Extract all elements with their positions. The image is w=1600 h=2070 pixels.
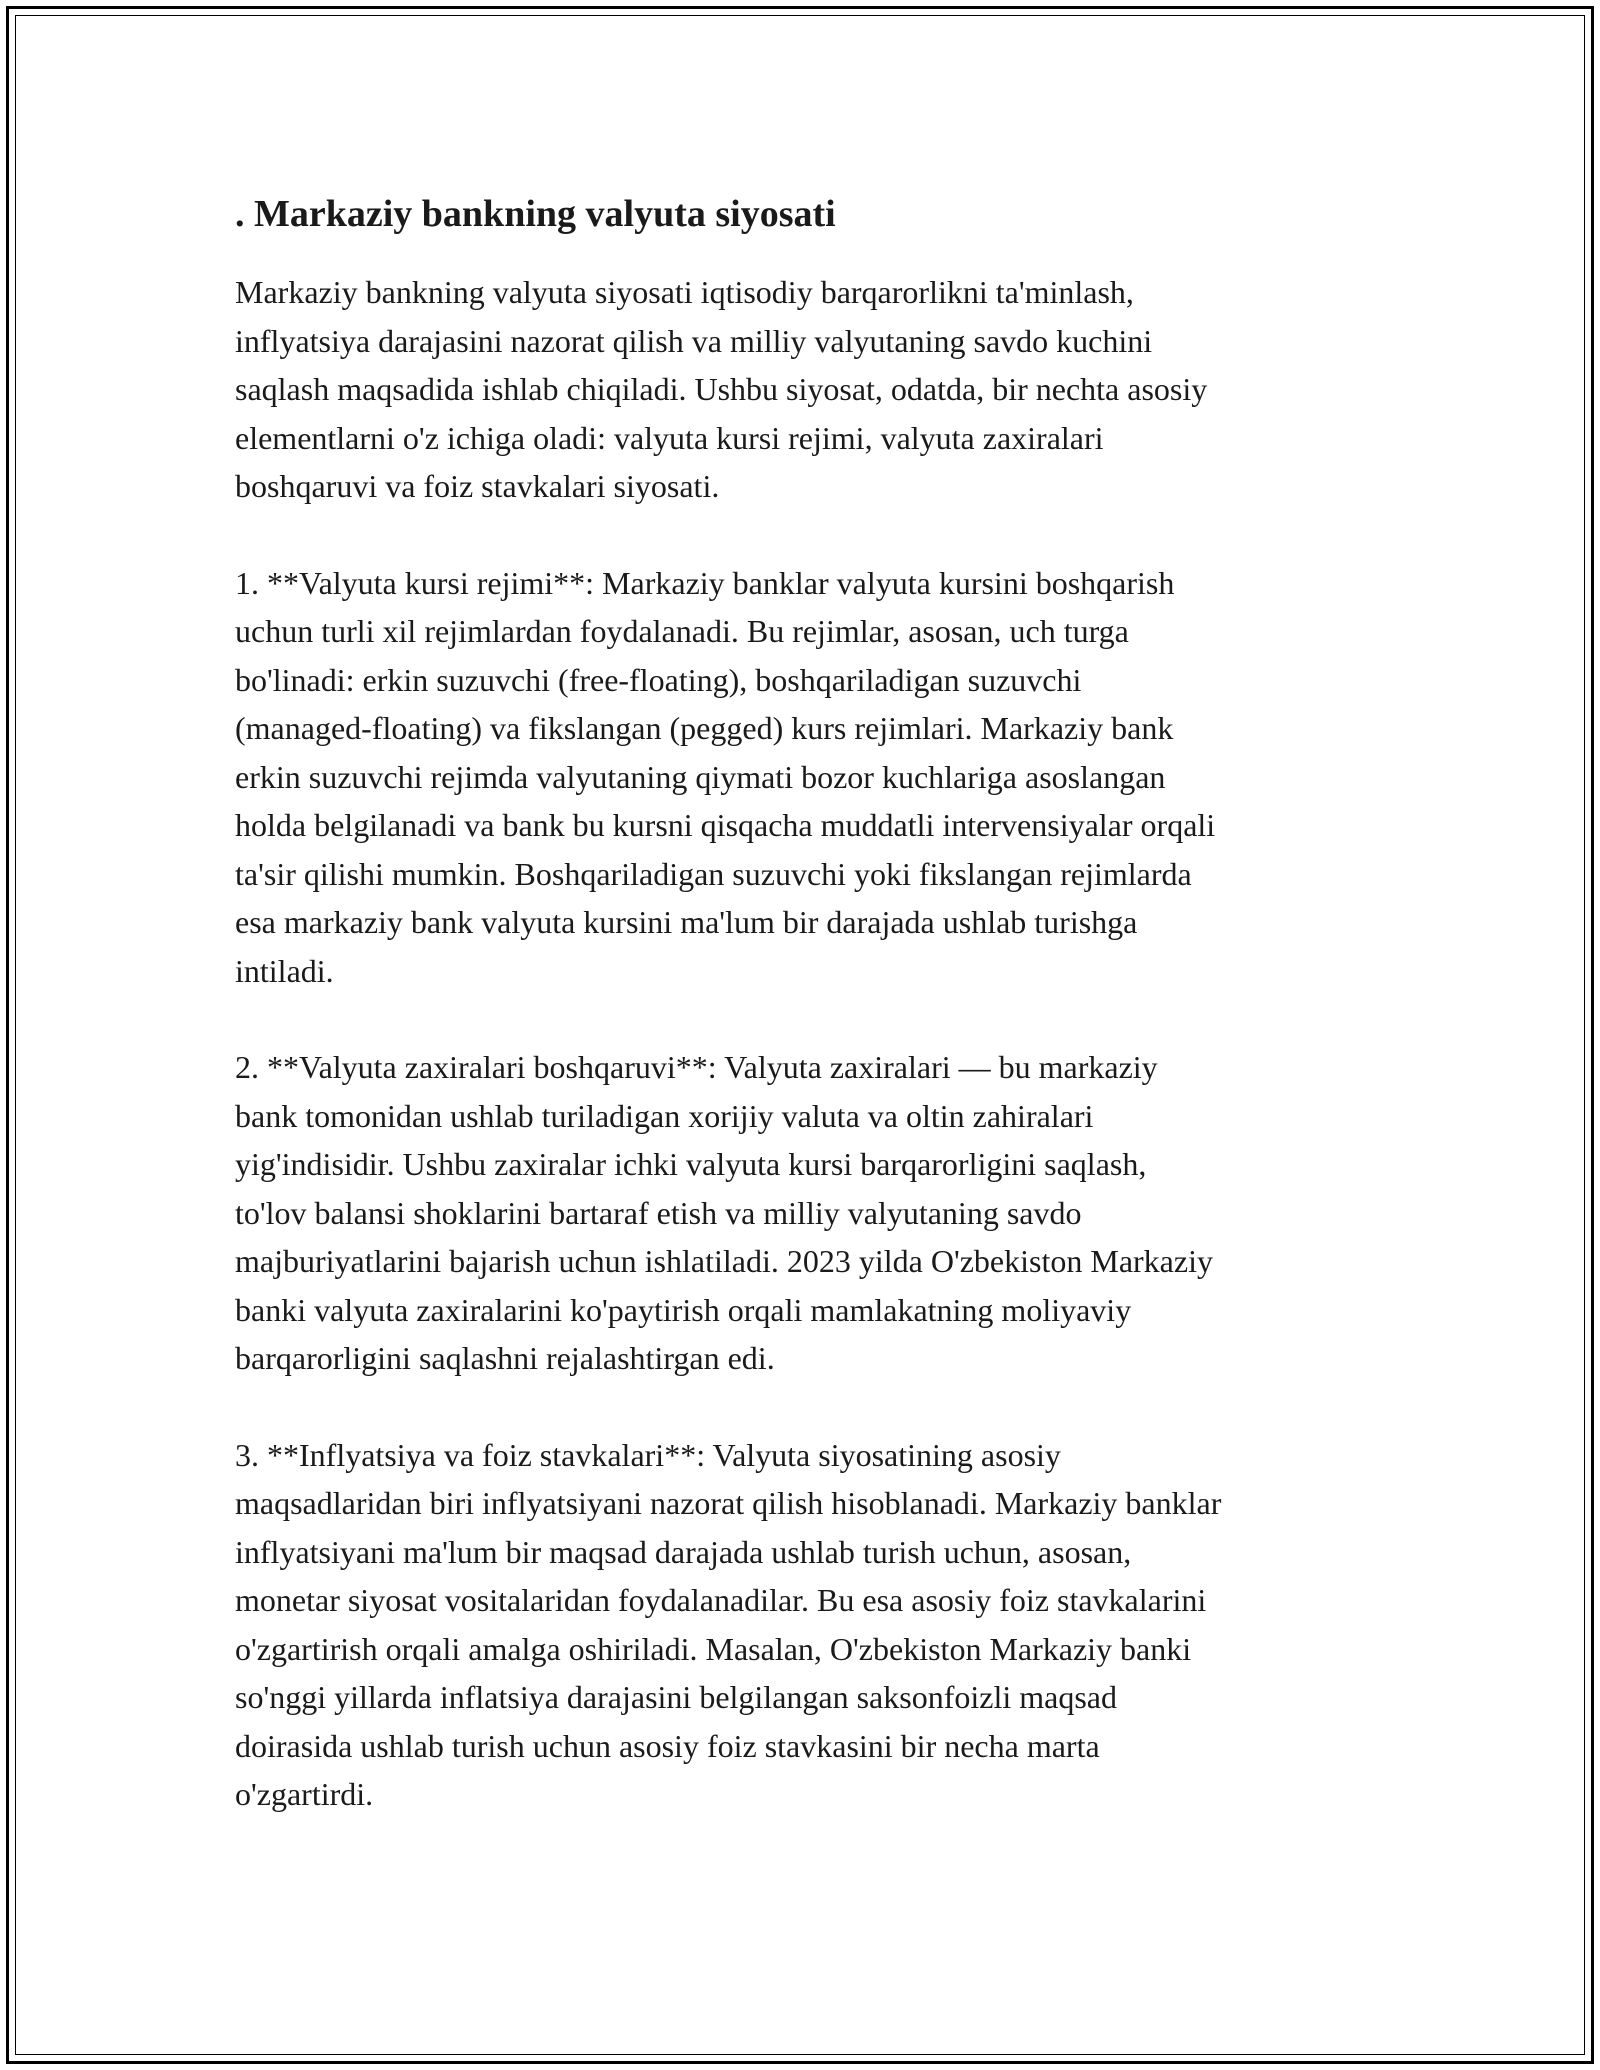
paragraph-intro: Markaziy bankning valyuta siyosati iqtisodiy barqarorlikni ta'minlash, inflyatsiya darajasini nazorat qilish va milliy valyutaning savdo kuchini saqlash maqsadida ishlab chiqiladi. Ushbu siyosat, odatda, bir nechta asosiy elementlarni o'z ichiga oladi: valyuta kursi rejimi, valyuta zaxiralari boshqaruvi va foiz stavkalari siyosati. [235,274,1208,504]
document-heading: . Markaziy bankning valyuta siyosati [235,193,836,235]
paragraph-exchange-rate-regime: 1. **Valyuta kursi rejimi**: Markaziy banklar valyuta kursini boshqarish uchun turli xil rejimlardan foydalanadi. Bu rejimlar, asosan, uch turga bo'linadi: erkin suzuvchi (free-floating), boshqariladigan suzuvchi (managed-floating) va fikslangan (pegged) kurs rejimlari. Markaziy bank erkin suzuvchi rejimda valyutaning qiymati bozor kuchlariga asoslangan holda belgilanadi va bank bu kursni qisqacha muddatli intervensiyalar orqali ta'sir qilishi mumkin. Boshqariladigan suzuvchi yoki fikslangan rejimlarda esa markaziy bank valyuta kursini ma'lum bir darajada ushlab turishga intiladi. [235,564,1216,989]
paragraph-reserve-management: 2. **Valyuta zaxiralari boshqaruvi**: Valyuta zaxiralari — bu markaziy bank tomonidan ushlab turiladigan xorijiy valuta va oltin zahiralari yig'indisidir. Ushbu zaxiralar ichki valyuta kursi barqarorligini saqlash, to'lov balansi shoklarini bartaraf etish va milliy valyutaning savdo majburiyatlarini bajarish uchun ishlatiladi. 2023 yilda O'zbekiston Markaziy banki valyuta zaxiralarini ko'paytirish orqali mamlakatning moliyaviy barqarorligini saqlashni rejalashtirgan edi. [235,1049,1213,1376]
document-body [235,190,1375,1867]
paragraph-inflation-interest-rates: 3. **Inflyatsiya va foiz stavkalari**: Valyuta siyosatining asosiy maqsadlaridan biri inflyatsiyani nazorat qilish hisoblanadi. Markaziy banklar inflyatsiyani ma'lum bir maqsad darajada ushlab turish uchun, asosan, monetar siyosat vositalaridan foydalanadilar. Bu esa asosiy foiz stavkalarini o'zgartirish orqali amalga oshiriladi. Masalan, O'zbekiston Markaziy banki so'nggi yillarda inflatsiya darajasini belgilangan saksonfoizli maqsad doirasida ushlab turish uchun asosiy foiz stavkasini bir necha marta o'zgartirdi. [235,1436,1222,1812]
